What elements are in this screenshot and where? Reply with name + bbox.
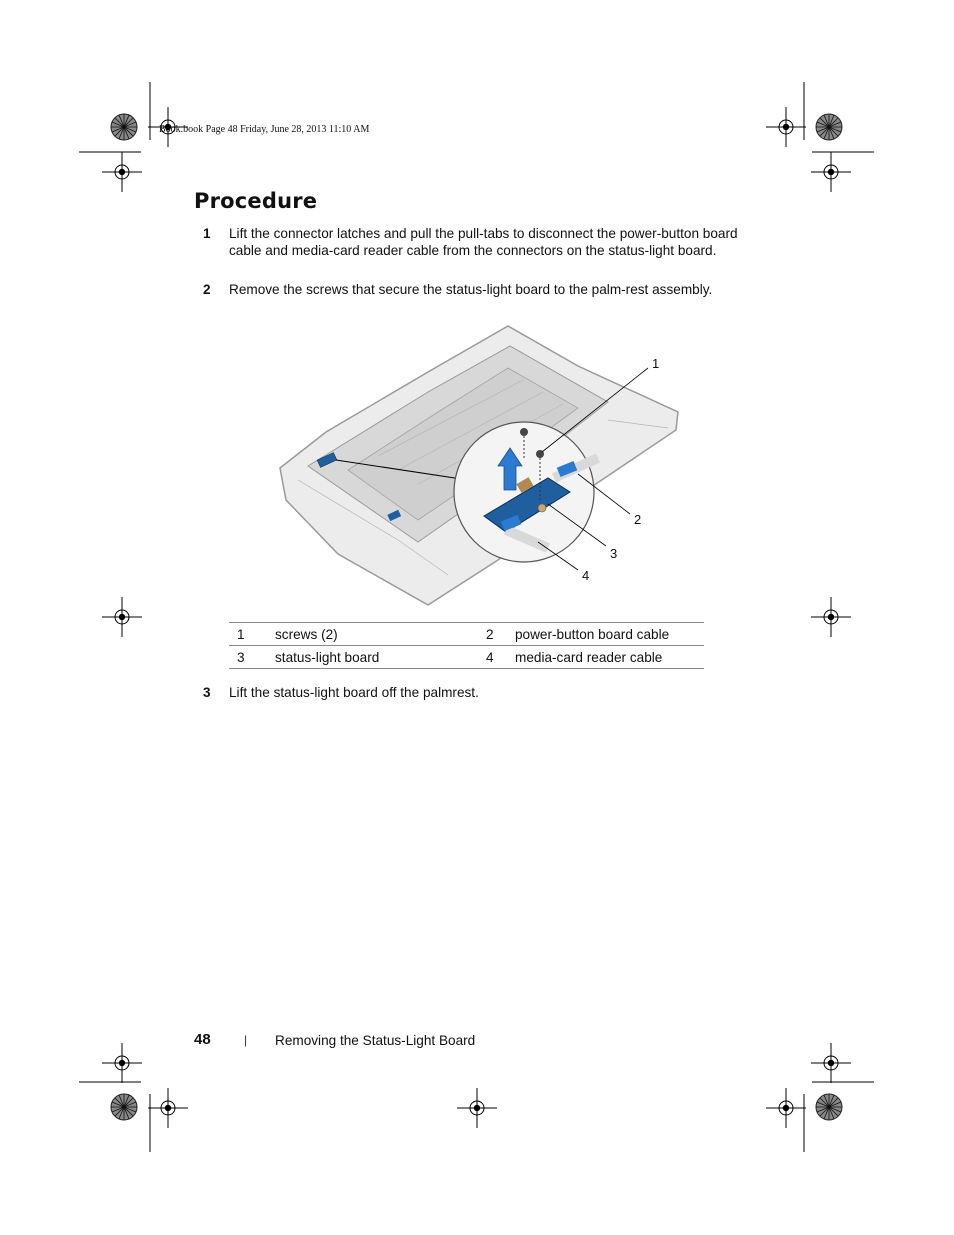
callout-legend-table <box>229 622 704 669</box>
page-title: Procedure <box>194 189 318 213</box>
legend-number: 1 <box>229 623 275 646</box>
legend-label: status-light board <box>275 646 480 669</box>
step-text: Remove the screws that secure the status-light board to the palm-rest assembly. <box>229 282 713 297</box>
legend-label: power-button board cable <box>515 623 704 646</box>
table-row <box>229 646 704 669</box>
legend-label: media-card reader cable <box>515 646 704 669</box>
legend-number: 4 <box>480 646 515 669</box>
status-light-board-illustration <box>278 320 698 610</box>
callout-4: 4 <box>582 568 590 583</box>
footer-separator: | <box>244 1033 248 1047</box>
page-number: 48 <box>194 1031 211 1048</box>
step-text: Lift the connector latches and pull the pull-tabs to disconnect the power-button board cable and media-card reader cable from the connectors on the status-light board. <box>229 226 738 258</box>
step-text: Lift the status-light board off the palmrest. <box>229 685 479 700</box>
step-number: 3 <box>203 685 211 700</box>
callout-3: 3 <box>610 546 618 561</box>
callout-2: 2 <box>634 512 642 527</box>
callout-1: 1 <box>652 356 660 371</box>
print-header: Book.book Page 48 Friday, June 28, 2013 11:10 AM <box>159 124 370 135</box>
step-number: 2 <box>203 282 211 297</box>
legend-number: 2 <box>480 623 515 646</box>
step-number: 1 <box>203 226 211 241</box>
legend-number: 3 <box>229 646 275 669</box>
legend-label: screws (2) <box>275 623 480 646</box>
footer-chapter-title: Removing the Status-Light Board <box>275 1033 476 1048</box>
table-row <box>229 623 704 646</box>
